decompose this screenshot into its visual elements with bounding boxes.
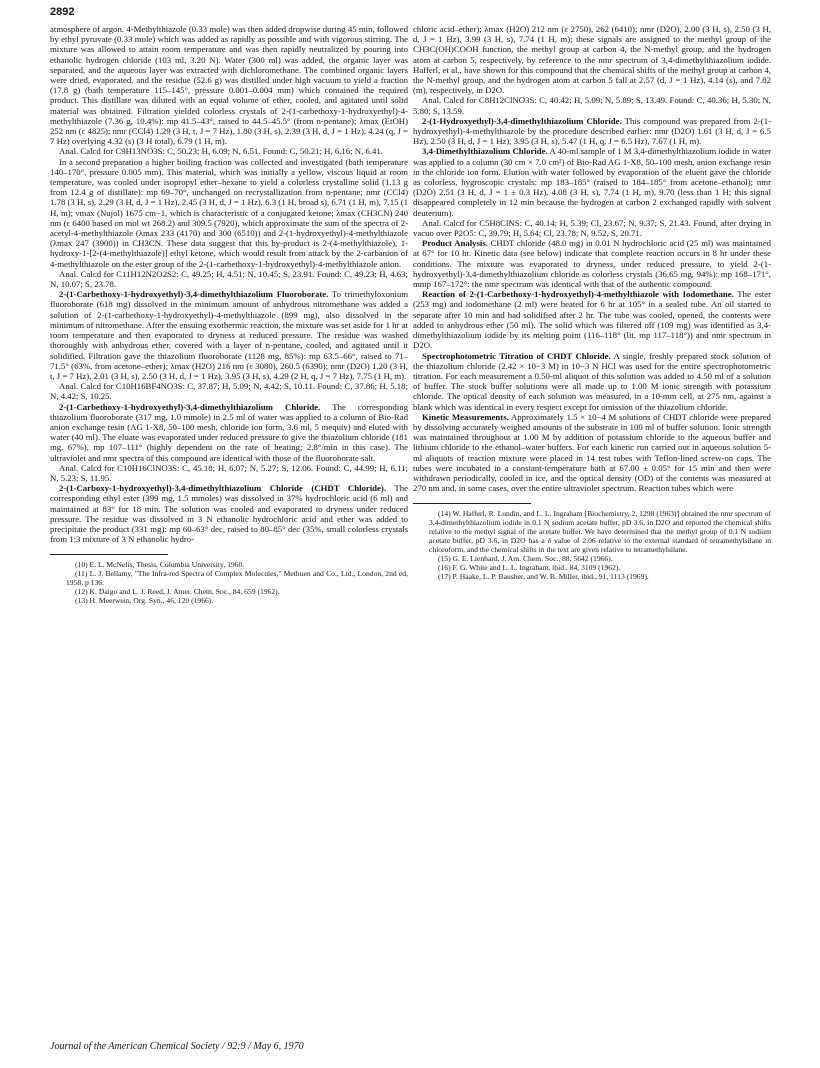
paragraph-text: atmosphere of argon. 4-Methylthiazole (0.33 mole) was then added dropwise during 45 min, followed by ethyl pyruvate (0.33 mole) which was added as rapidly as possible and with vigorous stirring. The mixture was allowed to attain room temperature and was then rapidly neutralized by pouring into ethanolic hydrogen chloride (103 ml, 3.20 N). Water (300 ml) was added, the organic layer was separated, and the aqueous layer was extracted with dichloromethane. The combined organic layers were dried, evaporated, and the residue (52.6 g) was distilled under high vacuum to yield a fraction (17.8 g) (bath temperature 115–145°, pressure 0.001–0.004 mm) which contained the required product. This distillate was diluted with an equal volume of ether, cooled, and agitated until solid material was obtained. Filtration yielded colorless crystals of 2-(1-carbethoxy-1-hydroxyethyl)-4-methylthiazole (7.36 g, 10.4%): mp 41.5–43°, raised to 44.5–45.5° (from n-pentane); λmax (EtOH) 252 nm (ε 4825); nmr (CCl4) 1.29 (3 H, t, J = 7 Hz), 1.80 (3 H, s), 2.39 (3 H, d, J = 1 Hz), 4.24 (q, J = 7 Hz) overlying 4.32 (s) (3 H total), 6.79 (1 H, m). bbox=[50, 24, 408, 147]
footnote: (16) F. G. White and L. L. Ingraham, ibid., 84, 3109 (1962). bbox=[438, 563, 621, 573]
section-heading: 2-(1-Carbethoxy-1-hydroxyethyl)-3,4-dimethylthiazolium Chloride. bbox=[59, 401, 321, 412]
paragraph bbox=[413, 412, 771, 494]
paragraph-text: Anal. Calcd for C11H12N2O2S2: C, 49.25; H, 4.51; N, 10.45; S, 23.91. Found: C, 49.23; H, 4.63; N, 10.07; S, 23.78. bbox=[50, 268, 408, 290]
section-heading: 2-(1-Hydroxyethyl)-3,4-dimethylthiazolium Chloride. bbox=[422, 115, 622, 126]
paragraph bbox=[50, 289, 408, 381]
paragraph bbox=[50, 463, 408, 483]
paragraph-text: A single, freshly prepared stock solution of the thiazolium chloride (2.42 × 10−3 M) in 10−3 N HCl was used for the entire spectrophotometric titration. For each measurement a 0.50-ml aliquot of this solution was added to 4.50 ml of a solution of buffer. The stock buffer solutions were all made up to 1.00 M ionic strength with potassium chloride. The optical density of each solution was measured, in a 10-mm cell, at 275 nm, against a blank which was identical in every respect except for omission of the thiazolium chloride. bbox=[413, 350, 771, 412]
section-heading: 3,4-Dimethylthiazolium Chloride. bbox=[422, 146, 548, 157]
footnote: (15) G. E. Lienhard, J. Am. Chem. Soc., 88, 5642 (1966). bbox=[438, 554, 613, 564]
footnote: (10) E. L. McNelis, Thesis, Columbia University, 1960. bbox=[75, 560, 245, 570]
left-footnotes bbox=[50, 560, 408, 605]
paragraph-text: This compound was prepared from 2-(1-hydroxyethyl)-4-methylthiazole by the procedure described earlier: nmr (D2O) 1.61 (3 H, d, J = 6.5 Hz), 2.50 (3 H, d, J = 1 Hz), 3.95 (3 H, s), 5.47 (1 H, q, J = 6.5 Hz), 7.67 (1 H, m). bbox=[413, 115, 771, 147]
paragraph bbox=[413, 289, 771, 350]
section-heading: Spectrophotometric Titration of CHDT Chloride. bbox=[422, 350, 611, 361]
paragraph-text: Anal. Calcd for C8H12ClNO3S: C, 40.42; H, 5.09; N, 5.89; S, 13.49. Found: C, 40.36; H, 5.30; N, 5.80; S, 13.59. bbox=[413, 95, 771, 116]
right-footnotes bbox=[413, 509, 771, 581]
paragraph-text: CHDT chloride (48.0 mg) in 0.01 N hydrochloric acid (25 ml) was maintained at 67° for 10 hr. Kinetic data (see below) indicate that complete reaction occurs in 8 hr under these conditions. The mixture was evaporated to dryness, under reduced pressure, to yield 2-(1-hydroxyethyl)-3,4-dimethylthiazolium chloride as colorless crystals (36.65 mg, 94%): mp 168–171°, mmp 167–172°: the nmr spectrum was identical with that of the authentic compound. bbox=[413, 238, 771, 290]
footnote: (13) H. Meerwein, Org. Syn., 46, 120 (1966). bbox=[75, 596, 214, 606]
left-body bbox=[50, 24, 408, 544]
paragraph-text: The corresponding thiazolium fluoroborate (317 mg, 1.0 mmole) in 2.5 ml of water was applied to a column of Bio-Rad anion exchange resin (AG 1-X8, 50–100 mesh, chloride ion form, 3.6 ml, 5 mequiv) and eluted with water (40 ml). The eluate was evaporated under reduced pressure to give the thiazolium chloride (181 mg, 67%), mp 107–111° (highly dependent on the rate of heating; 2.8°/min in this case). The ultraviolet and nmr spectra of this compound are identical with those of the fluoroborate salt. bbox=[50, 401, 408, 463]
paragraph-text: A 40-ml sample of 1 M 3,4-dimethylthiazolium iodide in water was applied to a column (30 cm × 7.0 cm²) of Bio-Rad AG 1-X8, 50–100 mesh, anion exchange resin in the chloride ion form. Elution with water followed by evaporation of the eluent gave the chloride as colorless, hygroscopic crystals: mp 183–185° (raised to 184–185° from acetone–ethanol); nmr (D2O) 2.51 (3 H, d, J = 1 ± 0.3 Hz), 4.08 (3 H, s), 7.74 (1 H, m), 9.70 (less than 1 H; this signal disappeared completely in 12 min because the hydrogen at carbon 2 exchanged rapidly with solvent deuterium). bbox=[413, 146, 771, 218]
paragraph-text: In a second preparation a higher boiling fraction was collected and investigated (bath temperature 140–170°, pressure 0.005 mm). This material, which was initially a yellow, viscous liquid at room temperature, was cooled under isopropyl ether–hexane to yield a colorless crystalline solid (1.13 g from 12.4 g of distillate): mp 69–70°, unchanged on recrystallization from n-pentane; nmr (CCl4) 1.78 (3 H, s), 2.29 (3 H, d, J = 1 Hz), 2.45 (3 H, d, J = 1 Hz), 6.3 (1 H, broad s), 6.71 (1 H, m), 7.15 (1 H, m); νmax (Nujol) 1675 cm−1, which is characteristic of a conjugated ketone; λmax (CH3CN) 240 nm (ε 6400 based on mol wt 268.2) and 309.5 (7920), which approximate the sum of the spectra of 2-acetyl-4-methylthiazole (λmax 233 (4170) and 300 (6510)) and 2-(1-hydroxyethyl)-4-methylthiazole (λmax 247 (3900)) in CH3CN. These data suggest that this by-product is 2-(4-methylthiazole), 1-hydroxy-1-[2-(4-methylthiazole)] ethyl ketone, which would result from attack by the 2-carbanion of 4-methylthiazole on the ester group of the 2-(1-carbethoxy-1-hydroxyethyl)-4-methylthiazole anion. bbox=[50, 156, 408, 269]
paragraph-text: Anal. Calcd for C10H16BF4NO3S: C, 37.87; H, 5.09; N, 4.42; S, 10.11. Found: C, 37.86; H, 5.18; N, 4.42; S, 10.25. bbox=[50, 381, 408, 402]
paragraph bbox=[50, 402, 408, 463]
section-heading: 2-(1-Carboxy-1-hydroxyethyl)-3,4-dimethylthiazolium Chloride (CHDT Chloride). bbox=[59, 483, 387, 494]
paragraph bbox=[413, 351, 771, 412]
paragraph bbox=[413, 24, 771, 95]
paragraph bbox=[413, 95, 771, 115]
footnote: (12) K. Daigo and L. J. Reed, J. Amer. Chem. Soc., 84, 659 (1962). bbox=[75, 587, 280, 597]
paragraph bbox=[50, 483, 408, 544]
right-column bbox=[413, 24, 771, 581]
paragraph bbox=[413, 146, 771, 217]
paragraph bbox=[50, 146, 408, 156]
footnote: (17) P. Haake, L. P. Bausher, and W. B. Miller, ibid., 91, 1113 (1969). bbox=[438, 572, 649, 582]
left-column bbox=[50, 24, 408, 605]
section-heading: Reaction of 2-(1-Carbethoxy-1-hydroxyethyl)-4-methylthiazole with Iodomethane. bbox=[422, 289, 734, 300]
section-heading: Product Analysis. bbox=[422, 238, 488, 249]
section-heading: Kinetic Measurements. bbox=[422, 411, 509, 422]
footnote-rule bbox=[50, 554, 168, 555]
footnote: (14) W. Hafferl, R. Lundin, and L. L. Ingraham [Biochemistry, 2, 1298 (1963)] obtained the nmr spectrum of 3,4-dimethylthiazolium iodide in 0.1 N sodium acetate buffer, pD 3.6, in D2O and reported the chemical shifts relative to the methyl signal of the acetate buffer. We have determined that the methyl group of 0.1 N sodium acetate buffer, pD 3.6, in D2O has a δ value of 2.06 relative to the external standard of tetramethylsilane in chloroform, and the chemical shifts in the text are given relative to tetramethylsilane. bbox=[429, 509, 771, 555]
paragraph-text: Anal. Calcd for C5H8ClNS: C, 40.14; H, 5.39; Cl, 23.67; N, 9.37; S, 21.43. Found, after drying in vacuo over P2O5: C, 39.79; H, 5.64; Cl, 23.78; N, 9.52, S, 20.71. bbox=[413, 217, 771, 239]
page-number: 2892 bbox=[50, 6, 75, 18]
paragraph bbox=[50, 24, 408, 146]
paragraph-text: The ester (253 mg) and iodomethane (2 ml) were heated for 6 hr at 105° in a sealed tube. An oil started to separate after 10 min and had solidified after 2 hr. The tube was cooled, opened, the contents were added to anhydrous ether (50 ml). The solid which was filtered off (109 mg) was identified as 3,4-dimethylthiazolium iodide by its melting point (116–118° (lit. mp 117–118°)) and nmr spectrum in D2O. bbox=[413, 289, 771, 351]
paragraph bbox=[413, 238, 771, 289]
paragraph-text: Approximately 1.5 × 10−4 M solutions of CHDT chloride were prepared by dissolving accurately weighed amounts of the substrate in 100 ml of buffer solution. Ionic strength was maintained throughout at 1.00 M by addition of potassium chloride to the aqueous buffer and lithium chloride to the ethanol–water buffers. For each kinetic run carried out in aqueous solution 5-ml aliquots of reaction mixture were placed in 14 test tubes with Teflon-lined screw-on caps. The tubes were incubated in a constant-temperature bath at 67.00 ± 0.05° for 15 min and then were withdrawn periodically, cooled in ice, and the optical density (OD) of the contents was measured at 270 nm and, in some cases, over the entire ultraviolet spectrum. Reaction tubes which were bbox=[413, 411, 771, 494]
paragraph bbox=[413, 116, 771, 147]
paragraph bbox=[50, 269, 408, 289]
paragraph-text: Anal. Calcd for C10H16ClNO3S: C, 45.18; H, 6.07; N, 5.27; S, 12.06. Found: C, 44.99; H, 6.11; N, 5.23; S, 11.95. bbox=[50, 462, 408, 483]
paragraph-text: To trimethyloxonium fluoroborate (618 mg) dissolved in the minimum amount of anhydrous nitromethane was added a solution of 2-(1-carbethoxy-1-hydroxyethyl)-4-methylthiazole (899 mg), also dissolved in the minimum of nitromethane. After the ensuing exothermic reaction, the mixture was set aside for 1 hr at room temperature and then evaporated to dryness at reduced pressure. The residue was washed thoroughly with anhydrous ether, covered with a layer of n-pentane, cooled, and agitated until it solidified. Filtration gave the thiazolium fluoroborate (1128 mg, 85%): mp 63.5–66°, raised to 71–71.5° (63%, from acetone–ether); λmax (H2O) 216 nm (ε 3080), 260.5 (6390); nmr (D2O) 1.20 (3 H, t, J = 7 Hz), 2.01 (3 H, s), 2.50 (3 H, d, J = 1 Hz), 3.95 (3 H, s), 4.29 (2 H, q, J = 7 Hz), 7.75 (1 H, m). bbox=[50, 289, 408, 381]
paragraph-text: chloric acid–ether); λmax (H2O) 212 nm (ε 2750), 262 (6410); nmr (D2O), 2.00 (3 H, s), 2.50 (3 H, d, J = 1 Hz), 3.99 (3 H, s), 7.74 (1 H, m); these signals are assigned to the methyl group of the CH3C(OH)COOH function, the methyl group at carbon 4, the N-methyl group, and the hydrogen atom at carbon 5, respectively, by reference to the nmr spectrum of 3,4-dimethylthiazolium iodide. Hafferl, et al., have shown for this compound that the chemical shifts of the methyl group at carbon 4, the N-methyl group, and the hydrogen atom at carbon 5 fall at 2.57 (d, J = 1 Hz), 4.14 (s), and 7.82 (m), respectively, in D2O. bbox=[413, 24, 771, 96]
footnote: (11) L. J. Bellamy, "The Infra-red Spectra of Complex Molecules," Methuen and Co., Ltd., London, 2nd ed, 1958, p 136. bbox=[66, 569, 408, 588]
paragraph bbox=[50, 157, 408, 269]
section-heading: 2-(1-Carbethoxy-1-hydroxyethyl)-3,4-dimethylthiazolium Fluoroborate. bbox=[59, 289, 329, 300]
paragraph bbox=[50, 381, 408, 401]
paragraph-text: Anal. Calcd for C9H13NO3S: C, 50.23; H, 6.09; N, 6.51. Found: C, 50.21; H, 6.16; N, 6.41. bbox=[59, 146, 383, 157]
paragraph-text: The corresponding ethyl ester (399 mg, 1.5 mmoles) was dissolved in 37% hydrochloric acid (6 ml) and maintained at 83° for 18 min. The solution was cooled and evaporated to dryness under reduced pressure. The residue was dissolved in 3 N ethanolic hydrochloric acid and ether was added to precipitate the product (331 mg): mp 60–63° dec, raised to 80–85° dec (35%, small colorless crystals from 1:3 mixture of 3 N ethanolic hydro- bbox=[50, 483, 408, 545]
right-body bbox=[413, 24, 771, 493]
paragraph bbox=[413, 218, 771, 238]
journal-footer: Journal of the American Chemical Society / 92:9 / May 6, 1970 bbox=[50, 1041, 304, 1052]
footnote-rule bbox=[413, 503, 531, 504]
